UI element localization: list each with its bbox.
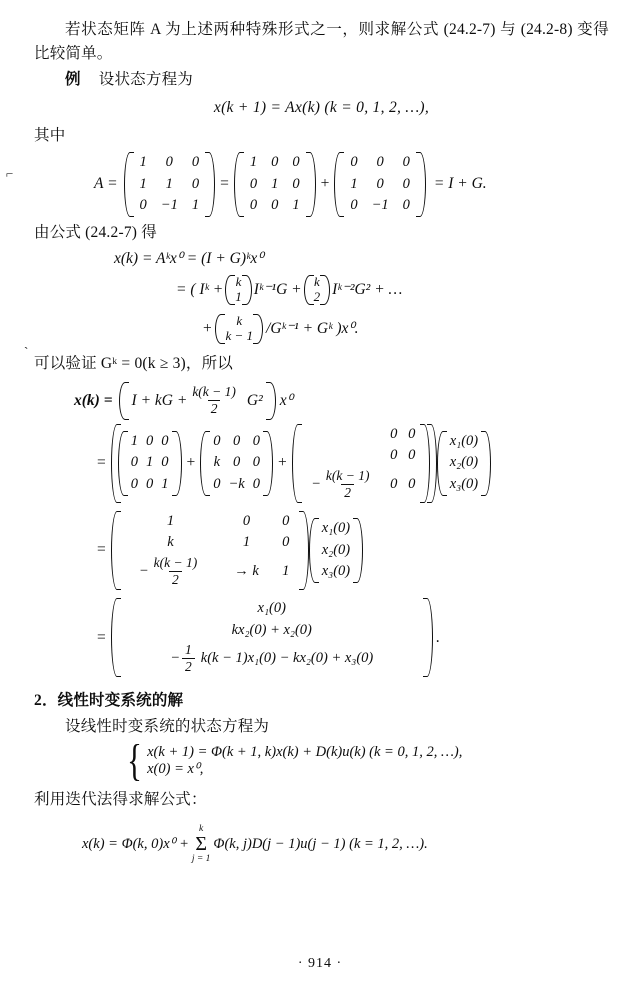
equation-matrix-A [34, 152, 609, 217]
matrix-A-tail: = I + G. [433, 175, 487, 193]
cell: x₁(0) [449, 432, 479, 449]
plus-sign: + [277, 454, 287, 472]
vector-x0 [437, 431, 491, 496]
fraction-k-k-1-over-2b [323, 468, 373, 502]
equation-solution-formula [34, 824, 609, 864]
cell: 0 [232, 432, 241, 449]
summation-symbol [192, 824, 211, 864]
cell: x₃(0) [321, 563, 351, 580]
eq-line-3-post: /Gᵏ⁻¹ + Gᵏ )x⁰. [266, 320, 359, 338]
equals-sign: = [220, 175, 229, 193]
matrix-identity [234, 152, 316, 217]
matrix-sum-group [111, 424, 437, 503]
cell: 0 [146, 432, 154, 449]
eq-line-2-mid: Iᵏ⁻¹G + [253, 281, 302, 299]
cell: 0 [139, 197, 147, 214]
matrix-A-label: A = [94, 175, 118, 193]
cell: 0 [249, 175, 258, 192]
cell: kx₂(0) + x₂(0) [231, 621, 312, 638]
cell: 0 [130, 454, 138, 471]
eq-line-2-post: Iᵏ⁻²G² + … [332, 281, 403, 299]
cell: 0 [408, 475, 416, 492]
fraction-numerator: k(k − 1) [153, 554, 198, 570]
equation-system-braced [34, 736, 609, 786]
cell: 0 [282, 534, 290, 551]
cell: 0 [408, 447, 416, 464]
cell [301, 445, 385, 467]
cell [301, 424, 385, 446]
cell: k [213, 454, 221, 471]
cell: 1 [191, 197, 200, 214]
cell: 0 [408, 425, 416, 442]
plus-sign: + [320, 175, 330, 193]
example-label: 例 [65, 71, 81, 89]
cell: 1 [139, 154, 147, 171]
matrix-identity-2 [118, 431, 182, 496]
cell: 0 [161, 454, 169, 471]
cell: 0 [146, 475, 154, 492]
eq-line-3 [114, 314, 609, 344]
cell: 0 [130, 475, 138, 492]
cell: x₂(0) [321, 541, 351, 558]
cell: 0 [292, 154, 300, 171]
equation-xk-closed [34, 382, 609, 420]
binom-top: k [236, 312, 243, 328]
period: . [435, 628, 440, 646]
fraction-denominator: 2 [208, 400, 221, 418]
cell: x₃(0) [449, 475, 479, 492]
cell: x₂(0) [449, 454, 479, 471]
eq-line-1: x(k) = Aᵏx⁰ = (I + G)ᵏx⁰ [114, 249, 264, 267]
cell: 1 [242, 534, 251, 551]
page-content [34, 18, 609, 868]
cell: 0 [271, 154, 279, 171]
fraction-denominator: 2 [182, 658, 195, 676]
eq-line-2-pre: = ( Iᵏ + [176, 280, 224, 298]
fraction-numerator: k(k − 1) [325, 467, 370, 483]
cell: 1 [139, 175, 147, 192]
cell: 0 [350, 154, 358, 171]
sigma-glyph: Σ [195, 832, 207, 855]
system-lines [147, 744, 462, 778]
cell: 0 [402, 154, 410, 171]
equation-final-vector [34, 598, 609, 677]
vector-result [111, 598, 433, 677]
example-text: 设状态方程为 [98, 71, 193, 89]
binomial-k-1 [225, 275, 252, 305]
equals-sign: = [97, 454, 106, 472]
system-line-1: x(k + 1) = Φ(k + 1, k)x(k) + D(k)u(k) (k = 0, 1, 2, …), [147, 743, 463, 760]
cell-fraction: − $\frac{k(k - 1)}{2}$ [301, 467, 385, 503]
cell: 0 [390, 447, 398, 464]
cell: 1 [165, 175, 173, 192]
cell: 0 [242, 512, 251, 529]
eq4-pre: I + kG + [131, 391, 188, 409]
paragraph-intro: 若状态矩阵 A 为上述两种特殊形式之一，则求解公式 (24.2-7) 与 (24.2-8) 变得比较简单。 [34, 21, 609, 63]
cell: 0 [271, 197, 279, 214]
equals-sign: = [97, 541, 106, 559]
eq9-post: Φ(k, j)D(j − 1)u(j − 1) (k = 1, 2, …). [213, 835, 428, 852]
cell: 1 [146, 454, 154, 471]
cell: 0 [252, 432, 260, 449]
cell: 0 [191, 154, 200, 171]
equation-state: x(k + 1) = Ax(k) (k = 0, 1, 2, …), [213, 99, 430, 117]
system-line-2: x(0) = x⁰, [147, 760, 204, 777]
cell: → k [234, 563, 259, 580]
cell: 1 [249, 154, 258, 171]
cell: 1 [350, 175, 358, 192]
cell: 0 [402, 197, 410, 214]
cell: 1 [271, 175, 279, 192]
equation-matrix-sum [34, 424, 609, 503]
sigma-lower-limit: j = 1 [191, 853, 211, 864]
binom-bottom: k − 1 [225, 327, 254, 343]
matrix-kG [200, 431, 273, 496]
margin-mark-2: ` [24, 344, 29, 359]
cell: 0 [390, 425, 398, 442]
cell: 0 [213, 475, 221, 492]
cell: 0 [252, 454, 260, 471]
equation-combined-matrix [34, 511, 609, 590]
fraction-k-k-1-over-2c [151, 555, 201, 589]
eq4-post: G² [246, 391, 263, 409]
cell-fraction: − $\frac{k(k - 1)}{2}$ [120, 554, 222, 590]
left-brace: { [127, 736, 142, 786]
minus-sign: − [170, 650, 181, 667]
cell: 0 [249, 197, 258, 214]
eq-line-3-pre: + [202, 319, 213, 337]
cell: 0 [402, 175, 410, 192]
fraction-one-half [182, 642, 195, 676]
cell: −1 [160, 197, 178, 214]
paragraph-byformula: 由公式 (24.2-7) 得 [34, 223, 157, 241]
page-number: · 914 · [297, 956, 343, 971]
cell: 1 [292, 197, 300, 214]
eq-line-2 [114, 275, 609, 305]
cell: 0 [282, 512, 290, 529]
paragraph-example [34, 68, 609, 92]
fraction-k-k-1-over-2 [189, 384, 239, 418]
eq4-tail: x⁰ [279, 392, 293, 410]
cell: 0 [376, 154, 384, 171]
paragraph-where: 其中 [34, 127, 66, 145]
cell: 1 [130, 432, 138, 449]
cell: k [167, 534, 174, 551]
cell: 1 [282, 563, 290, 580]
cell: −1 [371, 197, 389, 214]
matrix-A [124, 152, 216, 217]
eq4-group [119, 382, 276, 420]
cell: 0 [161, 432, 169, 449]
cell: −k [228, 475, 245, 492]
cell: 1 [161, 475, 169, 492]
eq4-lhs: x(k) = [74, 391, 113, 409]
plus-sign: + [186, 454, 196, 472]
vector-x0-2 [309, 518, 363, 583]
cell: x₁(0) [257, 599, 286, 616]
matrix-G2-term [292, 424, 430, 503]
section-heading-2: 2．线性时变系统的解 [34, 692, 184, 710]
binomial-k-km1 [215, 314, 263, 344]
cell: 0 [252, 475, 260, 492]
cell-fraction-row [122, 641, 422, 677]
paragraph-verify: 可以验证 Gᵏ = 0(k ≥ 3)，所以 [34, 354, 233, 372]
cell: 0 [390, 475, 398, 492]
fraction-numerator: k(k − 1) [192, 383, 236, 399]
binomial-k-2 [304, 275, 331, 305]
binom-bottom: 2 [313, 288, 321, 304]
binom-top: k [235, 273, 242, 289]
fraction-denominator: 2 [169, 571, 182, 589]
cell: 0 [376, 175, 384, 192]
cell: 0 [232, 454, 241, 471]
cell: 0 [350, 197, 358, 214]
fraction-numerator: 1 [185, 642, 192, 658]
paragraph-timevarying: 设线性时变系统的状态方程为 [65, 718, 270, 736]
matrix-G [334, 152, 426, 217]
cell: 0 [213, 432, 221, 449]
fraction-denominator: 2 [341, 484, 354, 502]
cell: 0 [191, 175, 200, 192]
sigma-upper-limit: k [199, 824, 204, 835]
binom-bottom: 1 [235, 288, 242, 304]
cell: x₁(0) [321, 520, 351, 537]
vector-row-3-text: k(k − 1)x₁(0) − kx₂(0) + x₃(0) [200, 650, 374, 667]
margin-mark-1: ⌐ [6, 166, 14, 181]
binom-top: k [313, 273, 320, 289]
cell: 1 [166, 512, 175, 529]
paragraph-iteration: 利用迭代法得求解公式： [34, 791, 207, 809]
eq9-pre: x(k) = Φ(k, 0)x⁰ + [82, 835, 189, 852]
cell: 0 [165, 154, 173, 171]
equals-sign: = [97, 628, 106, 646]
equation-xk-expansion [34, 249, 609, 344]
matrix-combined [111, 511, 309, 590]
cell: 0 [292, 175, 300, 192]
